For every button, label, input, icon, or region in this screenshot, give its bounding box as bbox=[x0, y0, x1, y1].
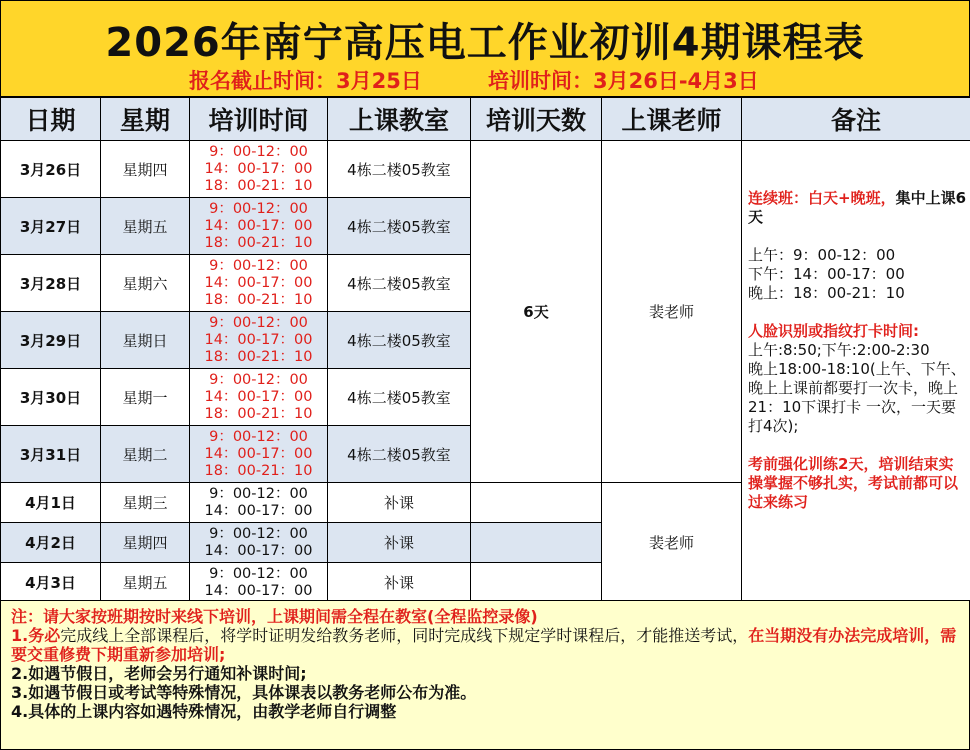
time-slot: 9：00-12：00 bbox=[209, 200, 308, 217]
footer-line-4: 4.具体的上课内容如遇特殊情况，由教学老师自行调整 bbox=[11, 702, 397, 721]
notes-checkin-title: 人脸识别或指纹打卡时间: bbox=[748, 322, 919, 340]
time-slot: 9：00-12：00 bbox=[209, 525, 308, 542]
time-slot: 18：00-21：10 bbox=[204, 234, 313, 251]
days-empty bbox=[471, 563, 602, 603]
row-room: 4栋二楼05教室 bbox=[328, 312, 471, 369]
registration-deadline: 报名截止时间：3月25日 bbox=[189, 69, 422, 93]
row-times bbox=[190, 255, 328, 312]
header-date: 日期 bbox=[1, 98, 101, 141]
row-times bbox=[190, 141, 328, 198]
time-slot: 18：00-21：10 bbox=[204, 291, 313, 308]
row-weekday: 星期一 bbox=[101, 369, 190, 426]
time-slot: 18：00-21：10 bbox=[204, 348, 313, 365]
row-times bbox=[190, 523, 328, 563]
row-date: 4月1日 bbox=[1, 483, 101, 523]
notes-evening: 晚上：18：00-21：10 bbox=[748, 284, 905, 302]
training-days: 6天 bbox=[471, 141, 602, 483]
row-date: 4月2日 bbox=[1, 523, 101, 563]
table-header-row bbox=[1, 98, 970, 141]
time-slot: 14：00-17：00 bbox=[204, 160, 313, 177]
row-date: 4月3日 bbox=[1, 563, 101, 603]
time-slot: 9：00-12：00 bbox=[209, 257, 308, 274]
header-time: 培训时间 bbox=[190, 98, 328, 141]
time-slot: 9：00-12：00 bbox=[209, 371, 308, 388]
row-room: 补课 bbox=[328, 563, 471, 603]
row-date: 3月30日 bbox=[1, 369, 101, 426]
row-room: 补课 bbox=[328, 523, 471, 563]
footer-line-1 bbox=[11, 626, 963, 664]
row-weekday: 星期五 bbox=[101, 563, 190, 603]
footer-line-1-warning: 在当期没有办法完成培训，需要交重修费下期重新参加培训; bbox=[11, 626, 957, 664]
notes-consecutive-days: 集中上课6天 bbox=[748, 189, 967, 226]
footer-line-1-body: 完成线上全部课程后，将学时证明发给教务老师，同时完成线下规定学时课程后，才能推送考试， bbox=[60, 626, 749, 645]
time-slot: 14：00-17：00 bbox=[204, 445, 313, 462]
time-slot: 14：00-17：00 bbox=[204, 542, 313, 559]
teacher-main: 裴老师 bbox=[602, 141, 742, 483]
header-days: 培训天数 bbox=[471, 98, 602, 141]
row-date: 3月29日 bbox=[1, 312, 101, 369]
notes-afternoon: 下午：14：00-17：00 bbox=[748, 265, 905, 283]
time-slot: 9：00-12：00 bbox=[209, 485, 308, 502]
notes-consecutive: 连续班：白天+晚班， bbox=[748, 189, 896, 207]
row-date: 3月28日 bbox=[1, 255, 101, 312]
row-weekday: 星期日 bbox=[101, 312, 190, 369]
time-slot: 9：00-12：00 bbox=[209, 428, 308, 445]
row-room: 4栋二楼05教室 bbox=[328, 198, 471, 255]
time-slot: 18：00-21：10 bbox=[204, 462, 313, 479]
row-times bbox=[190, 369, 328, 426]
notes-checkin-1: 上午:8:50;下午:2:00-2:30 bbox=[748, 341, 930, 359]
table-row bbox=[1, 141, 970, 198]
footer-notes bbox=[0, 600, 970, 750]
row-times bbox=[190, 312, 328, 369]
teacher-makeup: 裴老师 bbox=[602, 483, 742, 603]
row-room: 4栋二楼05教室 bbox=[328, 369, 471, 426]
row-weekday: 星期五 bbox=[101, 198, 190, 255]
footer-line-1-must: 1.务必 bbox=[11, 626, 61, 645]
training-period: 培训时间：3月26日-4月3日 bbox=[488, 69, 759, 93]
row-weekday: 星期四 bbox=[101, 523, 190, 563]
notes-intensive: 考前强化训练2天，培训结束实操掌握不够扎实，考试前都可以过来练习 bbox=[748, 455, 959, 511]
header-weekday: 星期 bbox=[101, 98, 190, 141]
time-slot: 14：00-17：00 bbox=[204, 217, 313, 234]
row-date: 3月27日 bbox=[1, 198, 101, 255]
row-times bbox=[190, 563, 328, 603]
schedule-table bbox=[0, 97, 970, 603]
row-times bbox=[190, 426, 328, 483]
notes-checkin-2: 晚上18:00-18:10(上午、下午、晚上上课前都要打一次卡，晚上21：10下课打卡 一次，一天要打4次); bbox=[748, 360, 966, 435]
time-slot: 9：00-12：00 bbox=[209, 143, 308, 160]
time-slot: 14：00-17：00 bbox=[204, 502, 313, 519]
notes-morning: 上午：9：00-12：00 bbox=[748, 246, 896, 264]
time-slot: 14：00-17：00 bbox=[204, 331, 313, 348]
row-room: 补课 bbox=[328, 483, 471, 523]
row-weekday: 星期二 bbox=[101, 426, 190, 483]
header-teacher: 上课老师 bbox=[602, 98, 742, 141]
time-slot: 9：00-12：00 bbox=[209, 565, 308, 582]
time-slot: 14：00-17：00 bbox=[204, 274, 313, 291]
days-empty bbox=[471, 483, 602, 523]
time-slot: 18：00-21：10 bbox=[204, 405, 313, 422]
days-empty bbox=[471, 523, 602, 563]
row-weekday: 星期六 bbox=[101, 255, 190, 312]
footer-line-0: 注：请大家按班期按时来线下培训，上课期间需全程在教室(全程监控录像) bbox=[11, 607, 538, 626]
row-times bbox=[190, 483, 328, 523]
time-slot: 14：00-17：00 bbox=[204, 388, 313, 405]
header-room: 上课教室 bbox=[328, 98, 471, 141]
time-slot: 9：00-12：00 bbox=[209, 314, 308, 331]
row-room: 4栋二楼05教室 bbox=[328, 426, 471, 483]
footer-line-2: 2.如遇节假日，老师会另行通知补课时间; bbox=[11, 664, 307, 683]
time-slot: 14：00-17：00 bbox=[204, 582, 313, 599]
notes-cell bbox=[742, 141, 970, 603]
row-date: 3月26日 bbox=[1, 141, 101, 198]
row-times bbox=[190, 198, 328, 255]
header-notes: 备注 bbox=[742, 98, 970, 141]
time-slot: 18：00-21：10 bbox=[204, 177, 313, 194]
footer-line-3: 3.如遇节假日或考试等特殊情况，具体课表以教务老师公布为准。 bbox=[11, 683, 477, 702]
title-banner bbox=[0, 0, 970, 97]
row-date: 3月31日 bbox=[1, 426, 101, 483]
row-room: 4栋二楼05教室 bbox=[328, 255, 471, 312]
row-weekday: 星期四 bbox=[101, 141, 190, 198]
row-room: 4栋二楼05教室 bbox=[328, 141, 471, 198]
page-title: 2026年南宁高压电工作业初训4期课程表 bbox=[105, 20, 865, 66]
row-weekday: 星期三 bbox=[101, 483, 190, 523]
